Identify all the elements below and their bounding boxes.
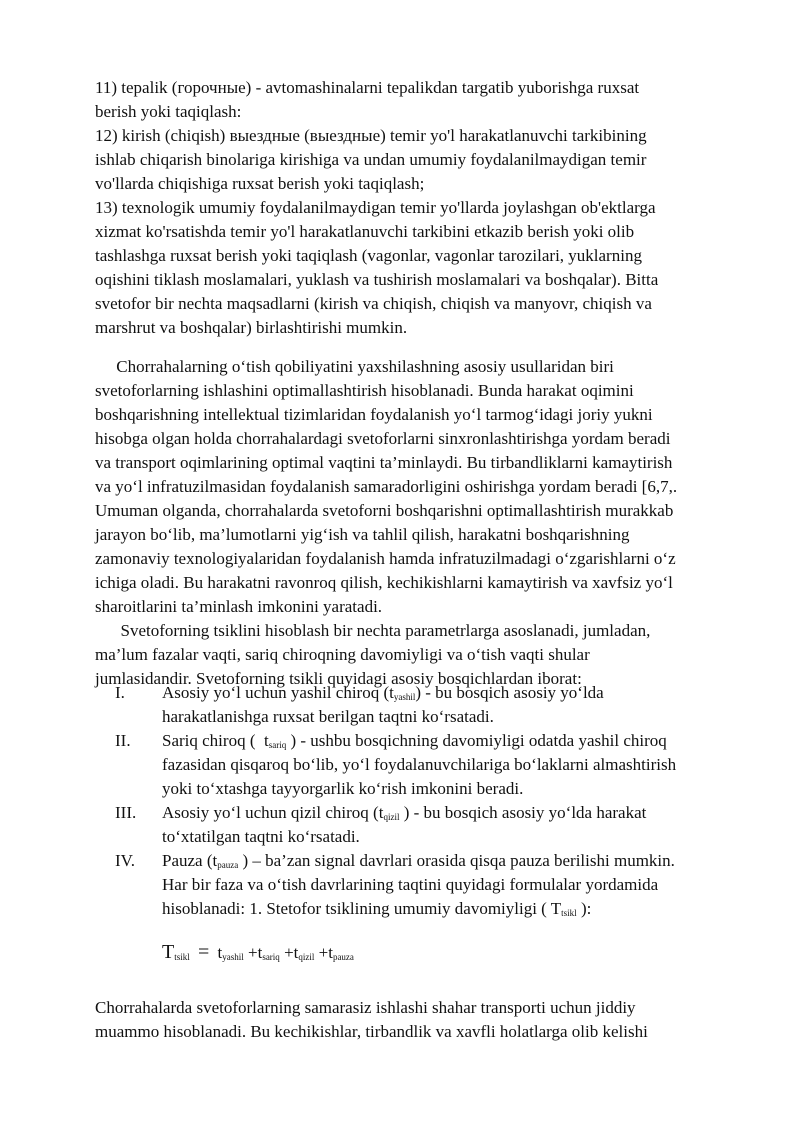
text-line: vo'llarda chiqishiga ruxsat berish yoki taqiqlash; [95,174,425,193]
list-text: Pauza (t [162,851,218,870]
list-subscript: pauza [217,860,239,870]
list-text: to‘xtatilgan taqtni ko‘rsatadi. [162,827,360,846]
text-line: oqishini tiklash moslamalari, yuklash va tushirish moslamalari va boshqalar). Bitta [95,270,659,289]
list-item-line [162,897,591,921]
list-text: harakatlanishga ruxsat berilgan taqtni ko‘rsatadi. [162,707,494,726]
list-item-line [162,873,658,897]
text-line: ishlab chiqarish binolariga kirishiga va undan umumiy foydalanilmaydigan temir [95,150,647,169]
text-line: xizmat ko'rsatishda temir yo'l harakatlanuvchi tarkibini etkazib berish yoki olib [95,222,635,241]
text-line: Chorrahalarning o‘tish qobiliyatini yaxshilashning asosiy usullaridan biri [95,357,614,376]
text-line: sharoitlarini ta’minlash imkonini yaratadi. [95,597,383,616]
text-line: marshrut va boshqalar) birlashtirishi mumkin. [95,318,408,337]
text-line: svetofor bir nechta maqsadlarni (kirish va chiqish, chiqish va manyovr, chiqish va [95,294,652,313]
list-text: fazasidan qisqaroq bo‘lib, yo‘l foydalanuvchilariga bo‘laklarni almashtirish [162,755,677,774]
list-subscript: yashil [393,692,416,702]
list-item-number: III. [115,803,137,822]
list-subscript: tsikl [561,908,577,918]
list-text: Sariq chiroq ( t [162,731,269,750]
list-text: Asosiy yo‘l uchun yashil chiroq (t [162,683,394,702]
list-text: ) - bu bosqich asosiy yo‘lda harakat [399,803,647,822]
list-item-line [162,729,667,753]
text-line: jumlasidandir. Svetoforning tsikli quyidagi asosiy bosqichlardan iborat: [95,669,582,688]
list-text: Asosiy yo‘l uchun qizil chiroq (t [162,803,384,822]
list-item-line [162,681,604,705]
text-line: 13) texnologik umumiy foydalanilmaydigan temir yo'llarda joylashgan ob'ektlarga [95,198,656,217]
text-line: berish yoki taqiqlash: [95,102,242,121]
list-text: ) – ba’zan signal davrlari orasida qisqa pauza berilishi mumkin. [238,851,675,870]
list-item-line [162,801,646,825]
list-item-line [162,753,676,777]
list-item-number: I. [115,683,125,702]
text-line: svetoforlarning ishlashini optimallashtirish hisoblanadi. Bunda harakat oqimini [95,381,634,400]
text-line: boshqarishning intellektual tizimlaridan foydalanish yo‘l tarmog‘idagi joriy yukni [95,405,653,424]
text-line: Chorrahalarda svetoforlarning samarasiz ishlashi shahar transporti uchun jiddiy [95,998,636,1017]
text-line: va yo‘l infratuzilmasidan foydalanish samaradorligini oshirishga yordam beradi [6,7,. [95,477,678,496]
list-text: yoki to‘xtashga tayyorgarlik ko‘rish imkonini beradi. [162,779,524,798]
text-line: hisobga olgan holda chorrahalardagi svetoforlarni sinxronlashtirishga yordam beradi [95,429,671,448]
text-line: jarayon bo‘lib, ma’lumotlarni yig‘ish va tahlil qilish, harakatni boshqarishning [95,525,630,544]
list-item-number: II. [115,731,131,750]
list-item-number: IV. [115,851,135,870]
list-text: ) - ushbu bosqichning davomiyligi odatda yashil chiroq [286,731,667,750]
text-line: 12) kirish (chiqish) выездные (выездные) temir yo'l harakatlanuvchi tarkibining [95,126,647,145]
list-item-line [162,825,360,849]
text-line: va transport oqimlarining optimal vaqtini ta’minlaydi. Bu tirbandliklarni kamaytirish [95,453,673,472]
cycle-formula: $T_{tsikl} = t_{yashil} +t_{sariq} +t_{qizil} +t_{pauza}$ [162,941,354,963]
text-line: zamonaviy texnologiyalaridan foydalanish hamda infratuzilmadagi o‘zgarishlarni o‘z [95,549,676,568]
list-item-line [162,705,494,729]
list-text: hisoblanadi: 1. Stetofor tsiklining umumiy davomiyligi ( T [162,899,562,918]
text-line: muammo hisoblanadi. Bu kechikishlar, tirbandlik va xavfli holatlarga olib kelishi [95,1022,648,1041]
text-line: Umuman olganda, chorrahalarda svetoforni boshqarishni optimallashtirish murakkab [95,501,674,520]
list-text: ) - bu bosqich asosiy yo‘lda [415,683,604,702]
list-item-line [162,777,523,801]
list-subscript: qizil [383,812,400,822]
text-line: ichiga oladi. Bu harakatni ravonroq qilish, kechikishlarni kamaytirish va xavfsiz yo‘l [95,573,673,592]
text-line: 11) tepalik (горочные) - avtomashinalarni tepalikdan targatib yuborishga ruxsat [95,78,640,97]
list-item-line [162,849,675,873]
text-line: tashlashga ruxsat berish yoki taqiqlash (vagonlar, vagonlar tarozilari, yuklarning [95,246,642,265]
list-text: ): [576,899,592,918]
list-subscript: sariq [268,740,287,750]
text-line: ma’lum fazalar vaqti, sariq chiroqning davomiyligi va o‘tish vaqti shular [95,645,590,664]
list-text: Har bir faza va o‘tish davrlarining taqtini quyidagi formulalar yordamida [162,875,659,894]
text-line: Svetoforning tsiklini hisoblash bir nechta parametrlarga asoslanadi, jumladan, [95,621,651,640]
